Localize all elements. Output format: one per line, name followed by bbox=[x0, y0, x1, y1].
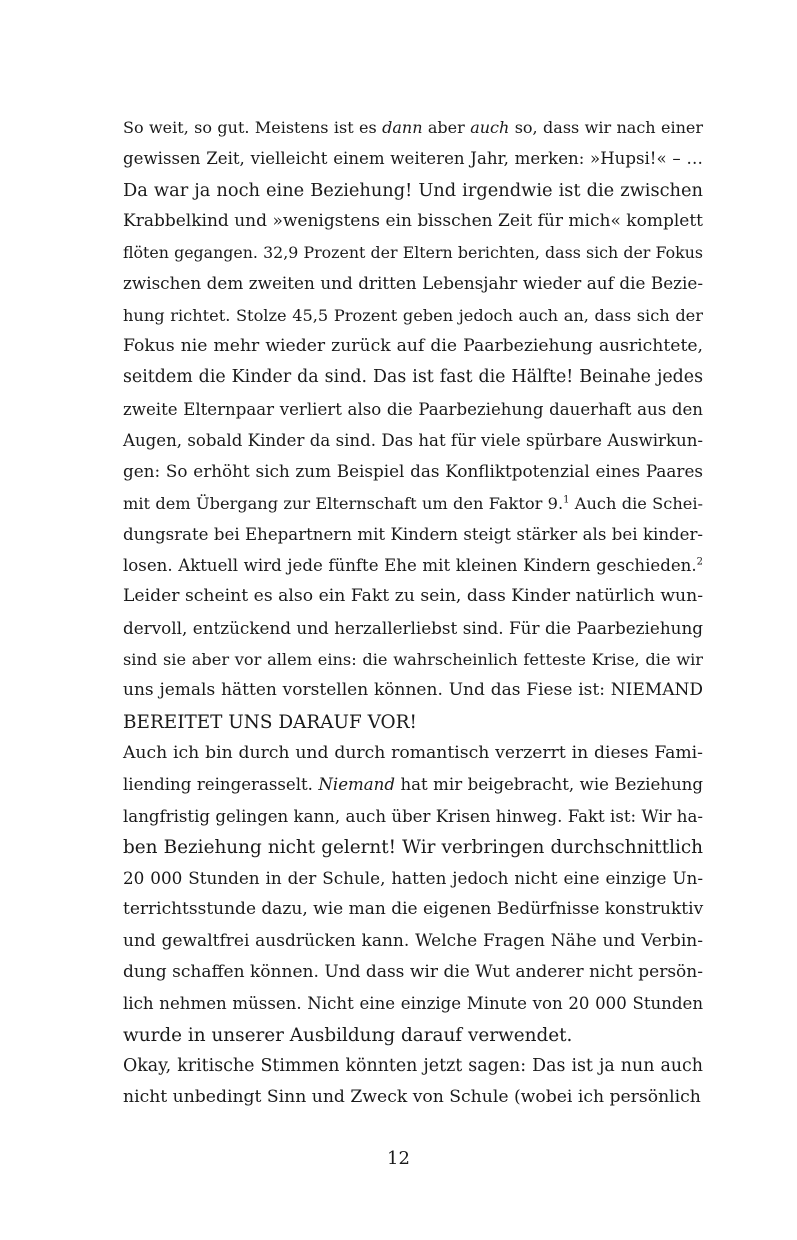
text-segment: gewissen Zeit, vielleicht einem weiteren Jahr, merken: »Hupsi!« – … bbox=[123, 149, 703, 169]
text-line bbox=[123, 550, 703, 581]
paragraph bbox=[123, 1051, 703, 1114]
text-segment: sind sie aber vor allem eins: die wahrscheinlich fetteste Krise, die wir bbox=[123, 650, 703, 670]
text-line bbox=[123, 456, 703, 487]
text-line bbox=[123, 707, 703, 738]
text-line bbox=[123, 362, 703, 393]
text-line bbox=[123, 237, 703, 268]
text-segment: Krabbelkind und »wenigstens ein bisschen Zeit für mich« komplett bbox=[123, 210, 703, 231]
text-line bbox=[123, 894, 703, 925]
text-segment: 20 000 Stunden in der Schule, hatten jedoch nicht eine einzige Un- bbox=[123, 868, 703, 889]
text-segment: terrichtsstunde dazu, wie man die eigenen Bedürfnisse konstruktiv bbox=[123, 899, 704, 920]
text-segment: Fokus nie mehr wieder zurück auf die Paarbeziehung ausrichtete, bbox=[123, 336, 703, 357]
text-line bbox=[123, 863, 703, 894]
text-segment: zwischen dem zweiten und dritten Lebensjahr wieder auf die Bezie- bbox=[123, 273, 703, 294]
text-segment: mit dem Übergang zur Elternschaft um den Faktor 9. bbox=[123, 493, 564, 513]
page-number: 12 bbox=[387, 1148, 410, 1169]
text-segment: liending reingerasselt. bbox=[123, 775, 319, 795]
text-line bbox=[123, 425, 703, 456]
text-segment: Augen, sobald Kinder da sind. Das hat für viele spürbare Auswirkun- bbox=[123, 430, 703, 450]
text-line bbox=[123, 988, 703, 1019]
text-line bbox=[123, 613, 703, 644]
text-line bbox=[123, 581, 703, 612]
emphasis-text: Niemand bbox=[318, 775, 395, 795]
text-segment: flöten gegangen. 32,9 Prozent der Eltern berichten, dass sich der Fokus bbox=[123, 243, 703, 263]
text-segment: aber bbox=[422, 118, 471, 137]
text-segment: losen. Aktuell wird jede fünfte Ehe mit kleinen Kindern geschieden. bbox=[123, 556, 697, 576]
emphasis-text: dann bbox=[382, 118, 423, 137]
text-line bbox=[123, 206, 703, 237]
text-segment: seitdem die Kinder da sind. Das ist fast die Hälfte! Beinahe jedes bbox=[123, 367, 703, 388]
text-segment: hung richtet. Stolze 45,5 Prozent geben jedoch auch an, dass sich der bbox=[123, 305, 703, 325]
text-line bbox=[123, 143, 703, 174]
text-line bbox=[123, 832, 703, 863]
text-line bbox=[123, 957, 703, 988]
text-segment: langfristig gelingen kann, auch über Krisen hinweg. Fakt ist: Wir ha- bbox=[123, 806, 703, 826]
text-segment: nicht unbedingt Sinn und Zweck von Schule (wobei ich persönlich bbox=[123, 1087, 701, 1108]
text-line bbox=[123, 488, 703, 519]
text-segment: dung schaffen können. Und dass wir die Wut anderer nicht persön- bbox=[123, 962, 703, 983]
text-line bbox=[123, 1082, 703, 1113]
text-line bbox=[123, 300, 703, 331]
text-line bbox=[123, 801, 703, 832]
text-line bbox=[123, 1020, 703, 1051]
paragraph bbox=[123, 738, 703, 1051]
text-segment: Da war ja noch eine Beziehung! Und irgendwie ist die zwischen bbox=[123, 179, 703, 201]
text-line bbox=[123, 331, 703, 362]
text-segment: Auch ich bin durch und durch romantisch verzerrt in dieses Fami- bbox=[123, 742, 703, 763]
text-segment: So weit, so gut. Meistens ist es bbox=[123, 118, 383, 137]
paragraph bbox=[123, 112, 703, 738]
footnote-ref: 1 bbox=[563, 494, 570, 506]
text-segment: zweite Elternpaar verliert also die Paarbeziehung dauerhaft aus den bbox=[123, 399, 703, 419]
footnote-ref: 2 bbox=[696, 556, 703, 568]
text-line bbox=[123, 268, 703, 299]
text-segment: Okay, kritische Stimmen könnten jetzt sagen: Das ist ja nun auch bbox=[123, 1055, 703, 1076]
text-segment: gen: So erhöht sich zum Beispiel das Konfliktpotenzial eines Paares bbox=[123, 461, 703, 482]
text-line bbox=[123, 675, 703, 706]
text-segment: uns jemals hätten vorstellen können. Und das Fiese ist: NIEMAND bbox=[123, 680, 703, 701]
text-segment: ben Beziehung nicht gelernt! Wir verbringen durchschnittlich bbox=[123, 836, 703, 858]
text-line bbox=[123, 519, 703, 550]
text-segment: lich nehmen müssen. Nicht eine einzige Minute von 20 000 Stunden bbox=[123, 994, 703, 1014]
text-segment: Auch die Schei- bbox=[569, 493, 703, 513]
body-text bbox=[123, 112, 703, 1114]
text-segment: wurde in unserer Ausbildung darauf verwendet. bbox=[123, 1024, 573, 1046]
text-segment: BEREITET UNS DARAUF VOR! bbox=[123, 711, 417, 733]
text-line bbox=[123, 1051, 703, 1082]
text-line bbox=[123, 175, 703, 206]
text-line bbox=[123, 112, 703, 143]
text-line bbox=[123, 926, 703, 957]
text-segment: dervoll, entzückend und herzallerliebst sind. Für die Paarbeziehung bbox=[123, 617, 703, 638]
text-segment: so, dass wir nach einer bbox=[509, 118, 704, 137]
text-line bbox=[123, 644, 703, 675]
text-segment: Leider scheint es also ein Fakt zu sein, dass Kinder natürlich wun- bbox=[123, 586, 703, 607]
text-line bbox=[123, 394, 703, 425]
emphasis-text: auch bbox=[470, 118, 510, 137]
text-line bbox=[123, 738, 703, 769]
text-segment: und gewaltfrei ausdrücken kann. Welche Fragen Nähe und Verbin- bbox=[123, 930, 703, 951]
text-segment: hat mir beigebracht, wie Beziehung bbox=[395, 775, 703, 795]
text-segment: dungsrate bei Ehepartnern mit Kindern steigt stärker als bei kinder- bbox=[123, 524, 703, 544]
text-line bbox=[123, 769, 703, 800]
